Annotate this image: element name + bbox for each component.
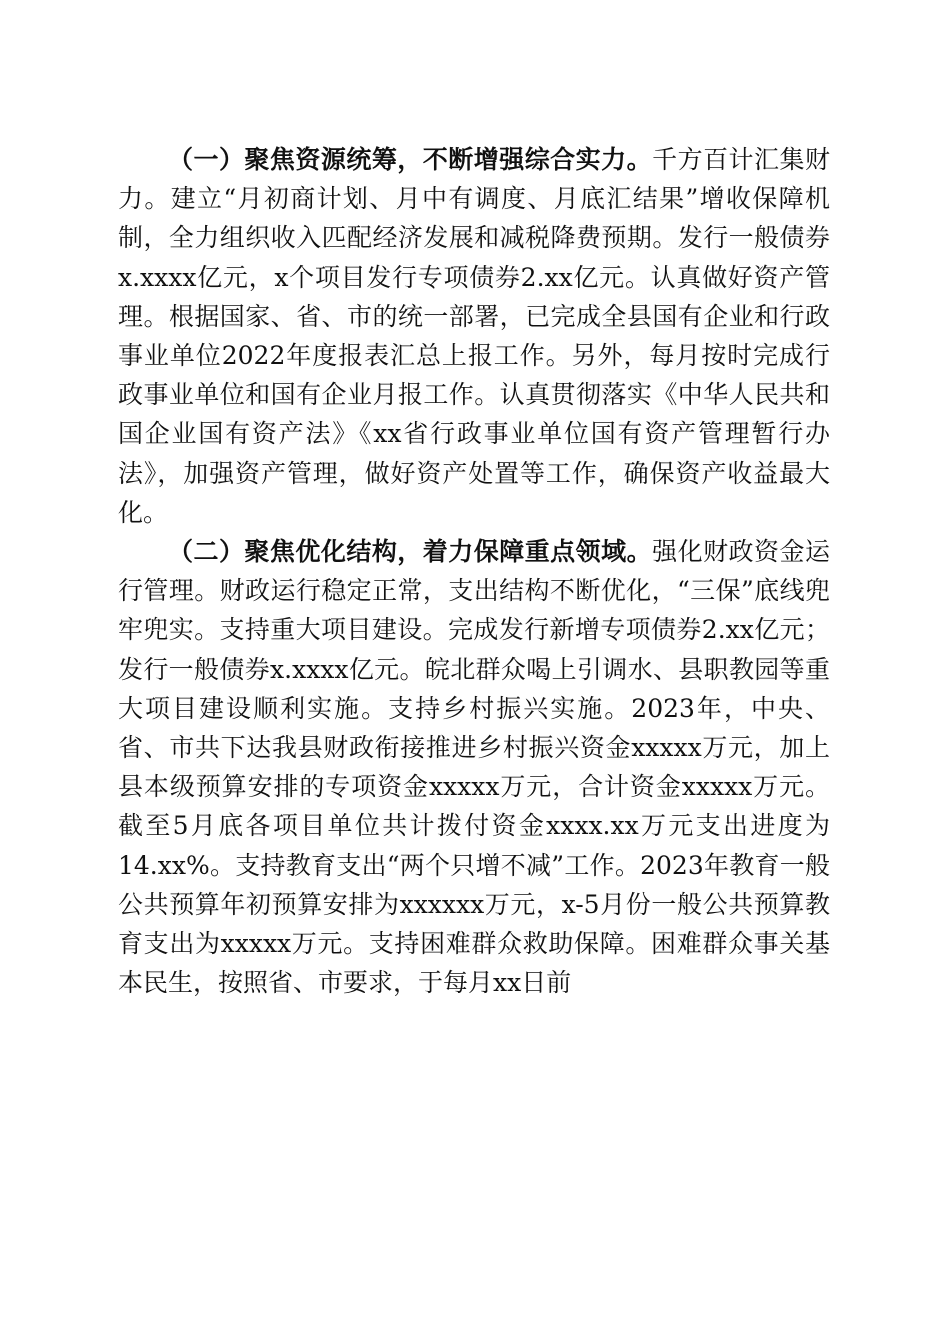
paragraph-2-text: 强化财政资金运行管理。财政运行稳定正常，支出结构不断优化，“三保”底线兜牢兜实。支持重大项目建设。完成发行新增专项债券2.xx亿元；发行一般债券x.xxxx亿元。皖北群众喝上引调水、县职教园等重大项目建设顺利实施。支持乡村振兴实施。2023年，中央、省、市共下达我县财政衔接推进乡村振兴资金xxxxx万元，加上县本级预算安排的专项资金xxxxx万元，合计资金xxxxx万元。截至5月底各项目单位共计拨付资金xxxx.xx万元支出进度为14.xx%。支持教育支出“两个只增不减”工作。2023年教育一般公共预算年初预算安排为xxxxxx万元，x-5月份一般公共预算教育支出为xxxxx万元。支持困难群众救助保障。困难群众事关基本民生，按照省、市要求，于每月xx日前 <box>118 537 830 998</box>
paragraph-2-heading: （二）聚焦优化结构，着力保障重点领域。 <box>168 537 653 567</box>
paragraph-1-heading: （一）聚焦资源统筹，不断增强综合实力。 <box>168 145 653 174</box>
document-body <box>118 140 830 1002</box>
paragraph-1-text: 千方百计汇集财力。建立“月初商计划、月中有调度、月底汇结果”增收保障机制，全力组织收入匹配经济发展和减税降费预期。发行一般债券x.xxxx亿元，x个项目发行专项债券2.xx亿元。认真做好资产管理。根据国家、省、市的统一部署，已完成全县国有企业和行政事业单位2022年度报表汇总上报工作。另外，每月按时完成行政事业单位和国有企业月报工作。认真贯彻落实《中华人民共和国企业国有资产法》《xx省行政事业单位国有资产管理暂行办法》，加强资产管理，做好资产处置等工作，确保资产收益最大化。 <box>118 145 830 527</box>
paragraph-2 <box>118 532 830 1002</box>
paragraph-1 <box>118 140 830 532</box>
